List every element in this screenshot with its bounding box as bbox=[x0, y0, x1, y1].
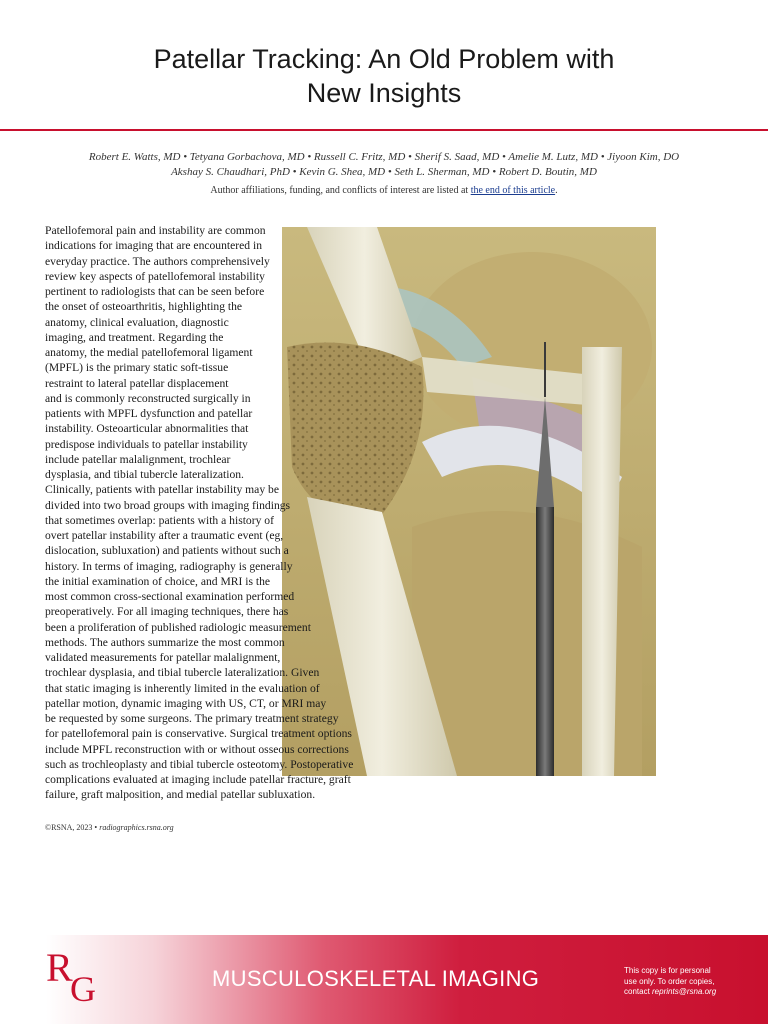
abstract-line: the onset of osteoarthritis, highlighting the bbox=[45, 300, 243, 314]
abstract-line: restraint to lateral patellar displacement bbox=[45, 376, 229, 390]
authors-line-2: Akshay S. Chaudhari, PhD • Kevin G. Shea, MD • Seth L. Sherman, MD • Robert D. Boutin, MD bbox=[171, 165, 597, 178]
author-list bbox=[40, 150, 728, 179]
copyright-site: radiographics.rsna.org bbox=[99, 823, 174, 832]
abstract-line: that static imaging is inherently limited in the evaluation of bbox=[45, 681, 320, 695]
abstract-text bbox=[45, 223, 387, 803]
section-label: MUSCULOSKELETAL IMAGING bbox=[212, 966, 540, 991]
abstract-line: Clinically, patients with patellar instability may be bbox=[45, 483, 279, 497]
notice-contact-prefix: contact bbox=[624, 987, 653, 996]
abstract-line: review key aspects of patellofemoral instability bbox=[45, 269, 265, 283]
abstract-line: trochlear dysplasia, and tibial tubercle lateralization. Given bbox=[45, 666, 320, 680]
affiliations-note bbox=[40, 185, 728, 196]
notice-line-3 bbox=[624, 987, 744, 998]
notice-line-2: use only. To order copies, bbox=[624, 976, 715, 986]
abstract-line: be requested by some surgeons. The primary treatment strategy bbox=[45, 712, 339, 725]
copyright-text: ©RSNA, 2023 • bbox=[45, 823, 100, 832]
radiographics-logo bbox=[44, 943, 106, 1005]
abstract-line: dislocation, subluxation) and patients without such a bbox=[45, 544, 289, 558]
abstract-line: everyday practice. The authors comprehensively bbox=[45, 254, 270, 268]
abstract-line: validated measurements for patellar malalignment, bbox=[45, 651, 281, 664]
affiliations-text: Author affiliations, funding, and conflicts of interest are listed at bbox=[210, 185, 471, 196]
abstract-line: indications for imaging that are encountered in bbox=[45, 239, 262, 253]
abstract-line: such as trochleoplasty and tibial tubercle osteotomy. Postoperative bbox=[45, 757, 354, 771]
affiliations-link[interactable]: the end of this article bbox=[470, 185, 556, 196]
abstract-line: failure, graft malposition, and medial patellar subluxation. bbox=[45, 788, 316, 802]
instrument-shaft bbox=[536, 507, 554, 776]
personal-use-notice bbox=[624, 966, 744, 998]
abstract-line: and is commonly reconstructed surgically in bbox=[45, 391, 251, 405]
abstract-line: anatomy, clinical evaluation, diagnostic bbox=[45, 315, 229, 329]
abstract-line: imaging, and treatment. Regarding the bbox=[45, 330, 224, 344]
abstract-line: methods. The authors summarize the most common bbox=[45, 635, 285, 649]
title-line-1: Patellar Tracking: An Old Problem with bbox=[153, 44, 615, 74]
abstract-line: instability. Osteoarticular abnormalities that bbox=[45, 422, 249, 436]
abstract-line: preoperatively. For all imaging techniques, there has bbox=[45, 605, 289, 619]
abstract-line: complications evaluated at imaging include patellar fracture, graft bbox=[45, 773, 351, 786]
affiliations-end: . bbox=[555, 185, 558, 196]
abstract-line: divided into two broad groups with imaging findings bbox=[45, 498, 291, 512]
abstract-line: been a proliferation of published radiologic measurement bbox=[45, 620, 311, 634]
abstract-line: Patellofemoral pain and instability are common bbox=[45, 224, 266, 237]
reprints-email[interactable]: reprints@rsna.org bbox=[652, 987, 717, 996]
abstract-line: (MPFL) is the primary static soft-tissue bbox=[45, 361, 229, 375]
abstract-line: include MPFL reconstruction with or without osseous corrections bbox=[45, 742, 349, 756]
title-divider bbox=[0, 129, 768, 131]
notice-line-1: This copy is for personal bbox=[624, 966, 711, 975]
abstract-line: most common cross-sectional examination performed bbox=[45, 590, 295, 603]
abstract-line: pertinent to radiologists that can be seen before bbox=[45, 285, 265, 298]
abstract-line: patients with MPFL dysfunction and patellar bbox=[45, 407, 253, 420]
copyright-line bbox=[45, 823, 174, 832]
abstract-line: history. In terms of imaging, radiography is generally bbox=[45, 559, 293, 573]
title-line-2: New Insights bbox=[306, 78, 462, 108]
abstract-line: patellar motion, dynamic imaging with US, CT, or MRI may bbox=[45, 696, 327, 710]
abstract-line: include patellar malalignment, trochlear bbox=[45, 452, 231, 466]
abstract-line: that sometimes overlap: patients with a history of bbox=[45, 513, 274, 527]
authors-line-1: Robert E. Watts, MD • Tetyana Gorbachova, MD • Russell C. Fritz, MD • Sherif S. Saad, MD • Amelie M. Lutz, MD • Jiyoon Kim, DO bbox=[88, 151, 680, 163]
abstract-line: the initial examination of choice, and MRI is the bbox=[45, 574, 271, 588]
abstract-line: anatomy, the medial patellofemoral ligament bbox=[45, 346, 253, 359]
abstract-line: dysplasia, and tibial tubercle lateralization. bbox=[45, 468, 244, 481]
abstract-line: for patellofemoral pain is conservative. Surgical treatment options bbox=[45, 727, 352, 741]
article-title bbox=[40, 42, 728, 110]
logo-letter-g: G bbox=[70, 969, 96, 1005]
abstract-line: overt patellar instability after a traumatic event (eg, bbox=[45, 529, 284, 542]
abstract-line: predispose individuals to patellar instability bbox=[45, 437, 248, 451]
logo-letter-r: R bbox=[46, 945, 73, 990]
